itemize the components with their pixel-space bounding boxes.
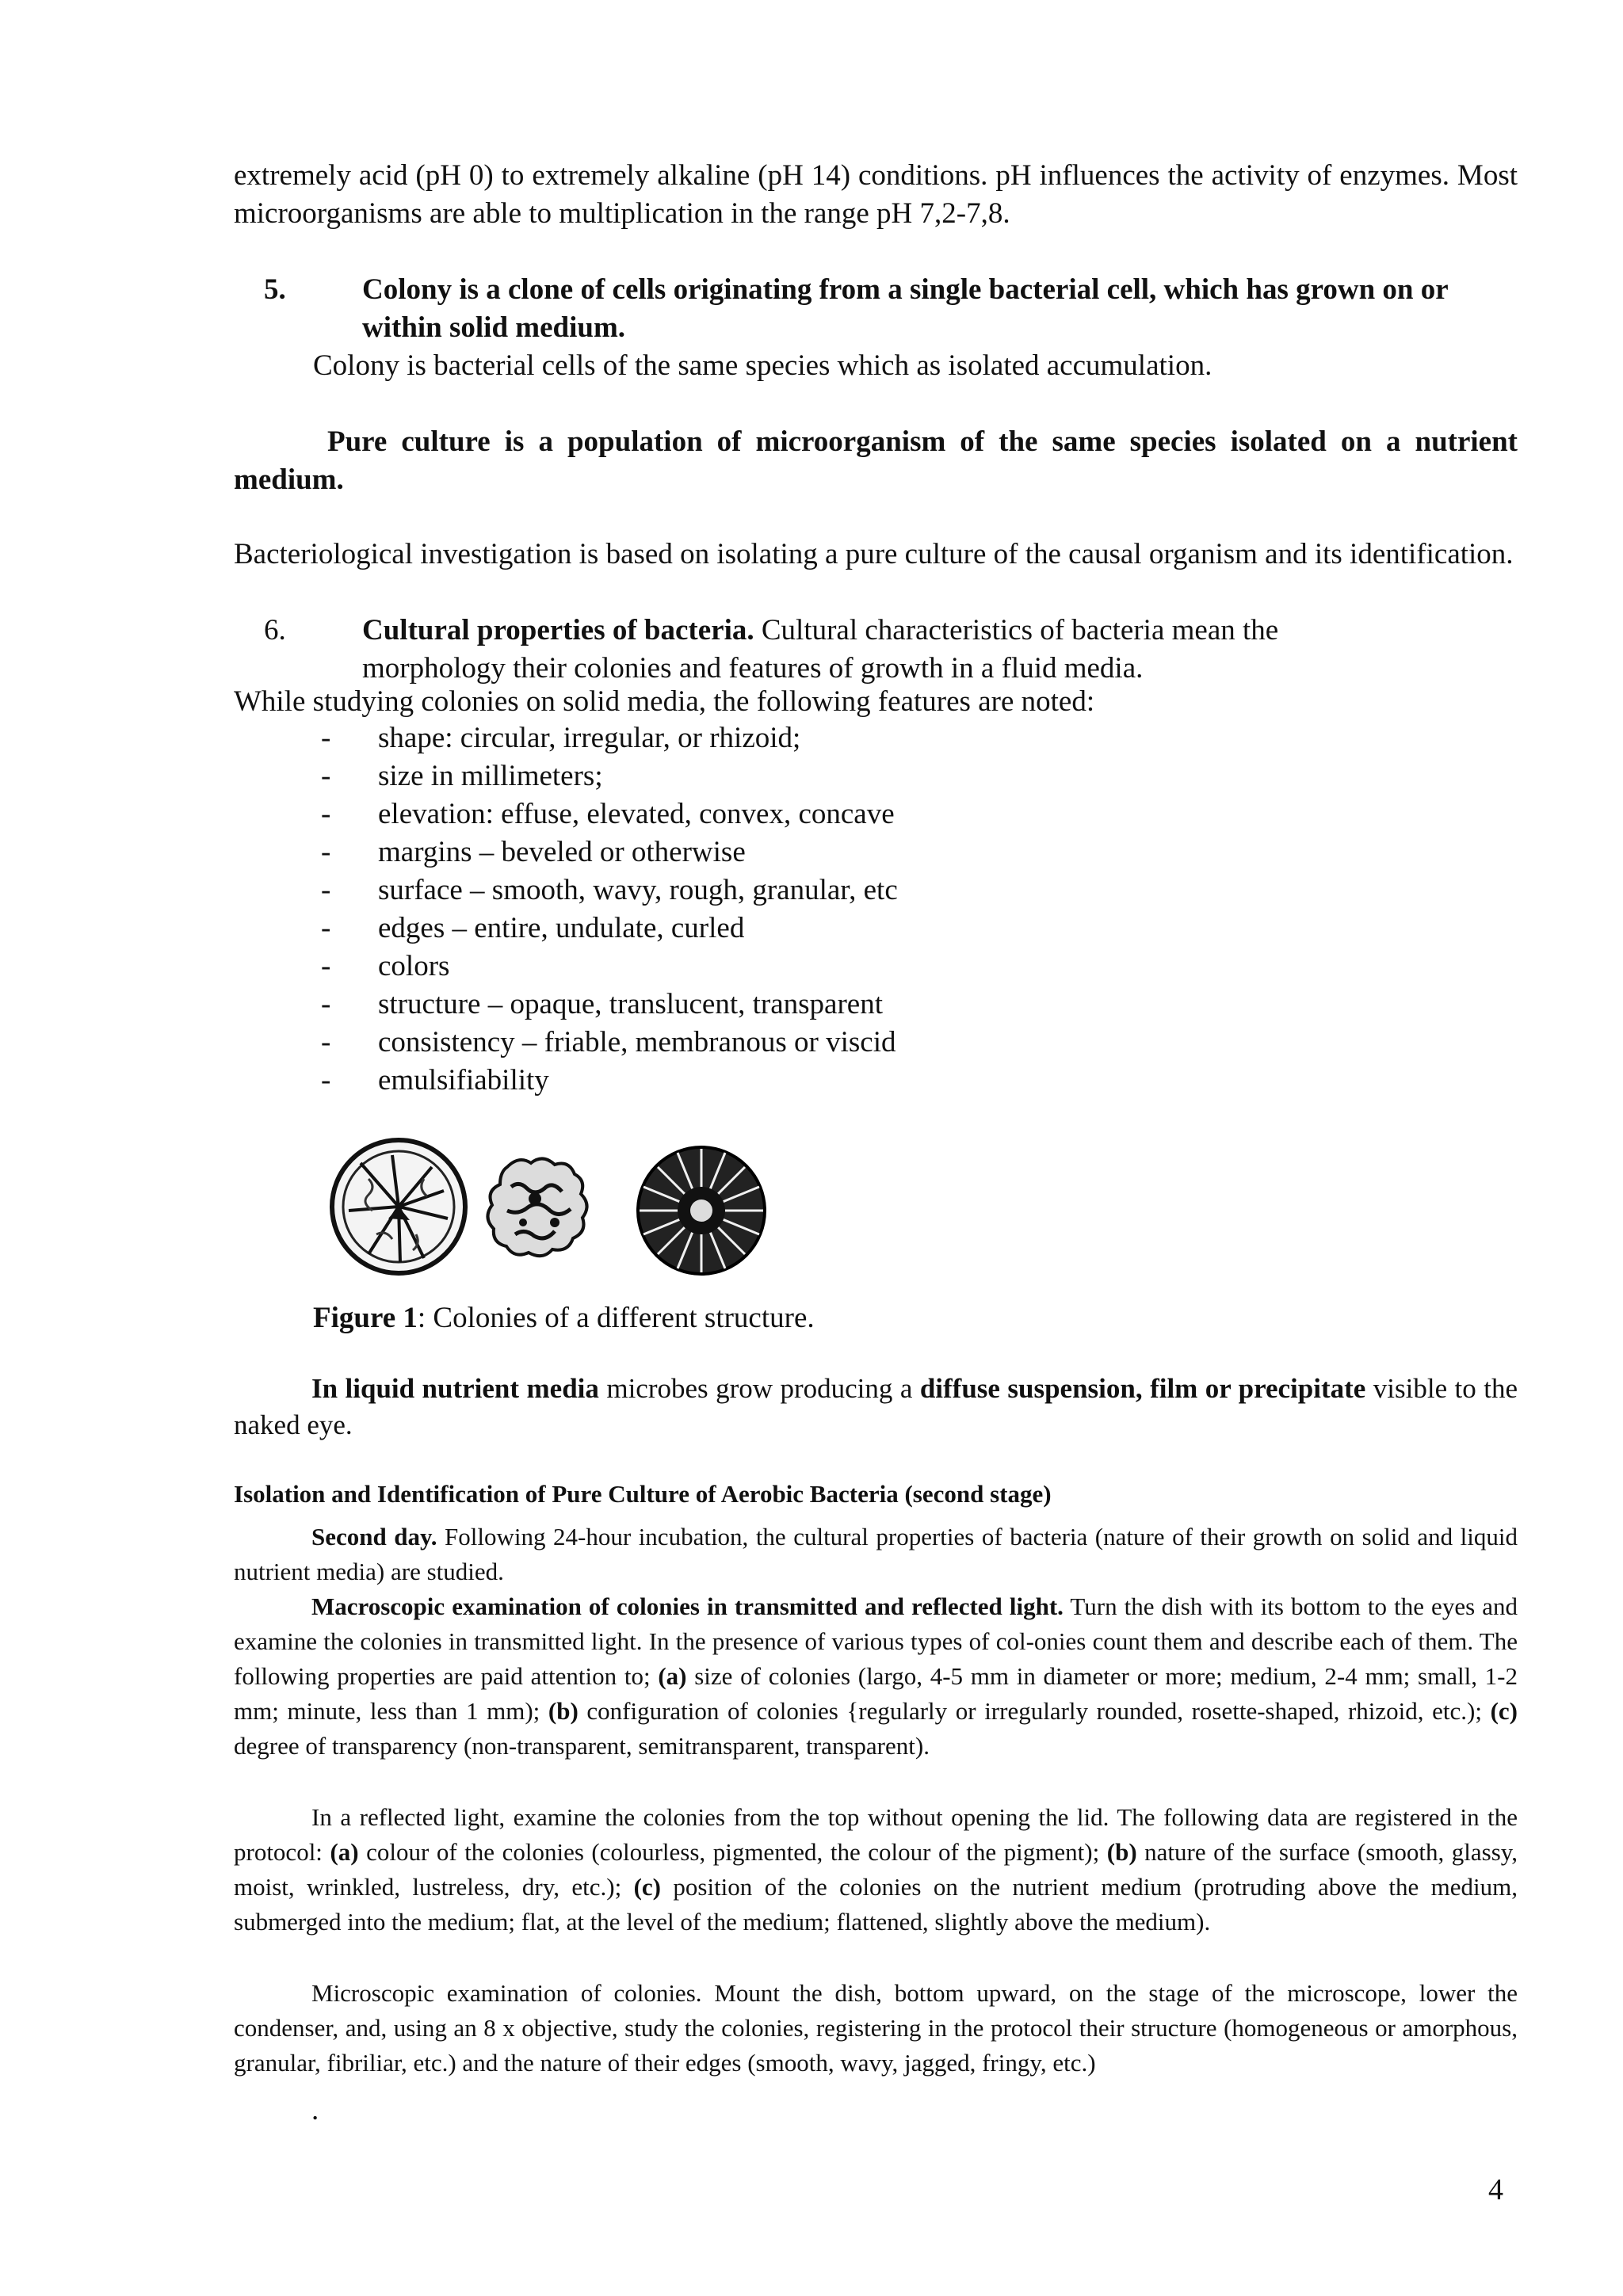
list-item: - shape: circular, irregular, or rhizoid; (321, 722, 801, 754)
colony-irregular-drawing (487, 1158, 586, 1256)
item-5-text: Colony is bacterial cells of the same species which as isolated accumulation. (313, 349, 1212, 382)
list-item: - emulsifiability (321, 1064, 549, 1097)
reflected-light-paragraph: In a reflected light, examine the colonies from the top without opening the lid. The following data are registered in the protocol: (a) colour of the colonies (colourless, pigmented, the colour of the pigment); (b) nature of the surface (smooth, glassy, moist, wrinkled, lustreless, dry, etc.); (c) position of the colonies on the nutrient medium (protruding above the medium, submerged into the medium; flat, at the level of the medium; flattened, slightly above the medium). (234, 1803, 1518, 1936)
item-5 (264, 271, 1518, 385)
list-item: - structure – opaque, translucent, transparent (321, 988, 883, 1020)
item-6-text: 6. Cultural properties of bacteria. Cultural characteristics of bacteria mean the morphology their colonies and features of growth in a fluid media. (264, 614, 1279, 685)
list-item: - surface – smooth, wavy, rough, granular, etc (321, 874, 898, 906)
list-item: - margins – beveled or otherwise (321, 836, 746, 868)
pure-culture-definition: Pure culture is a population of microorganism of the same species isolated on a nutrient medium. (234, 425, 1518, 496)
second-day-paragraph: Second day. Following 24-hour incubation, the cultural properties of bacteria (nature of their growth on solid and liquid nutrient media) are studied. (234, 1523, 1518, 1585)
stray-dot: . (311, 2094, 319, 2126)
list-item: - colors (321, 950, 450, 982)
item-5-definition: 5. Colony is a clone of cells originating from a single bacterial cell, which has grown on or within solid medium. (264, 273, 1448, 344)
list-item: - elevation: effuse, elevated, convex, concave (321, 798, 895, 830)
while-studying-line: While studying colonies on solid media, the following features are noted: (234, 685, 1095, 718)
page-number: 4 (1488, 2173, 1503, 2206)
macroscopic-paragraph: Macroscopic examination of colonies in transmitted and reflected light. Turn the dish with its bottom to the eyes and examine the colonies in transmitted light. In the presence of various types of col-onies count them and describe each of them. The following properties are paid attention to; (a) size of colonies (largo, 4-5 mm in diameter or more; medium, 2-4 mm; small, 1-2 mm; minute, less than 1 mm); (b) configuration of colonies {regularly or irregularly rounded, rosette-shaped, rhizoid, etc.); (c) degree of transparency (non-transparent, semitransparent, transparent). (234, 1592, 1518, 1760)
features-list (321, 719, 898, 1100)
microscopic-paragraph: Microscopic examination of colonies. Mount the dish, bottom upward, on the stage of the microscope, lower the condenser, and, using an 8 x objective, study the colonies, registering in the protocol their structure (homogeneous or amorphous, granular, fibriliar, etc.) and the nature of their edges (smooth, wavy, jagged, fringy, etc.) (234, 1979, 1518, 2077)
paragraph-ph: extremely acid (pH 0) to extremely alkaline (pH 14) conditions. pH influences the activity of enzymes. Most microorganisms are able to multiplication in the range pH 7,2-7,8. (234, 159, 1518, 230)
liquid-media-paragraph: In liquid nutrient media microbes grow producing a diffuse suspension, film or precipitate visible to the naked eye. (234, 1373, 1518, 1440)
colony-rhizoid-drawing (332, 1140, 465, 1273)
section-heading: Isolation and Identification of Pure Culture of Aerobic Bacteria (second stage) (234, 1480, 1052, 1508)
list-item: - consistency – friable, membranous or viscid (321, 1026, 896, 1058)
figure-caption: Figure 1: Colonies of a different structure. (313, 1302, 815, 1334)
list-item: - edges – entire, undulate, curled (321, 912, 745, 944)
bacteriological-paragraph: Bacteriological investigation is based on isolating a pure culture of the causal organism and its identification. (234, 538, 1514, 570)
colony-radial-drawing (638, 1147, 765, 1274)
item-6 (264, 612, 1423, 688)
list-item: - size in millimeters; (321, 760, 603, 792)
colonies-figure (313, 1131, 844, 1290)
